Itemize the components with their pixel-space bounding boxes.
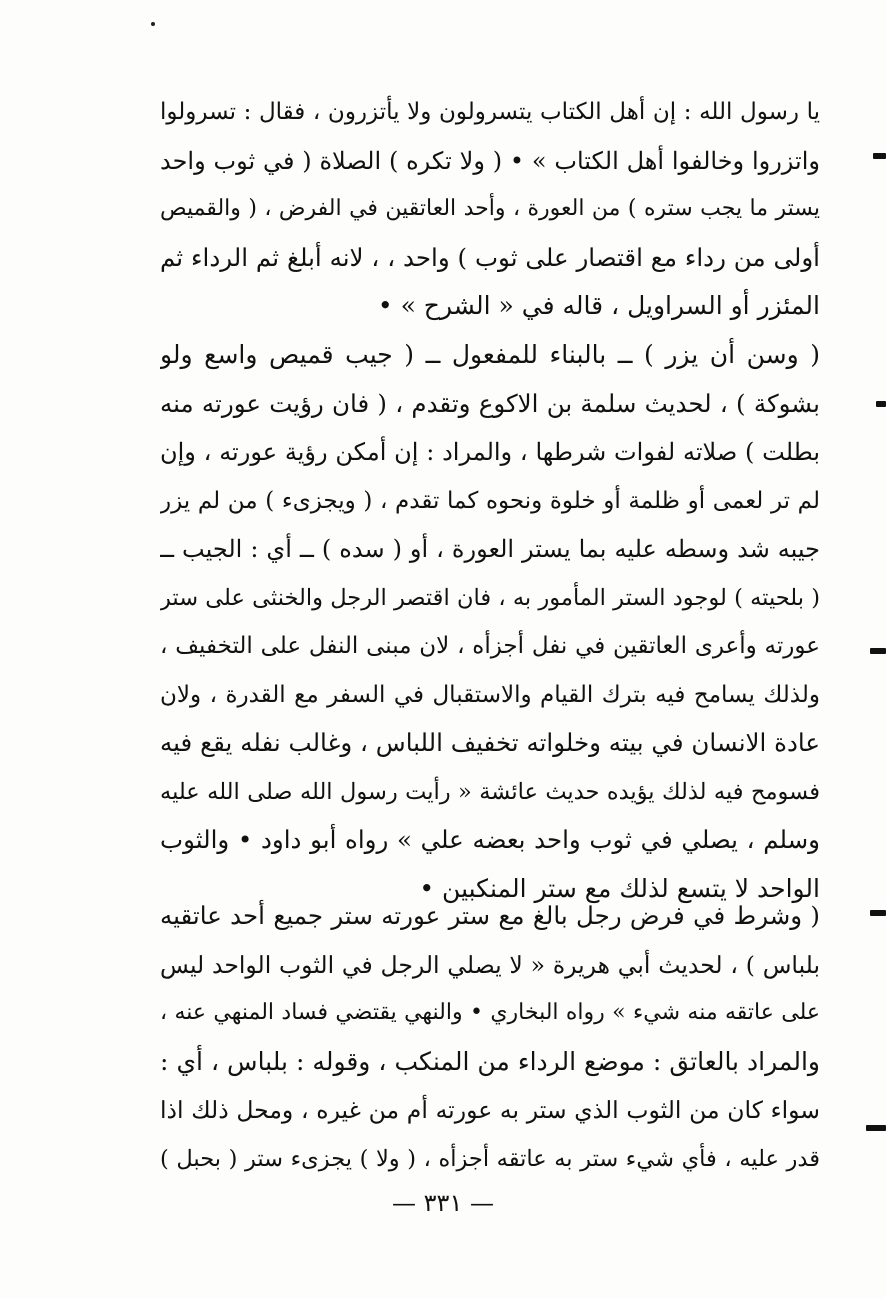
- text-line: لم تر لعمى أو ظلمة أو خلوة ونحوه كما تقدم ، ( ويجزىء ) من لم يزر: [160, 487, 820, 514]
- paragraph-3: [160, 892, 820, 1183]
- text-line: أولى من رداء مع اقتصار على ثوب ) واحد ، ، لانه أبلغ ثم الرداء ثم: [160, 242, 820, 272]
- text-line: وسلم ، يصلي في ثوب واحد بعضه علي » رواه أبو داود • والثوب: [160, 825, 820, 854]
- scan-speck: [151, 22, 155, 26]
- paragraph-2: [160, 331, 820, 913]
- text-line: الواحد لا يتسع لذلك مع ستر المنكبين •: [419, 873, 820, 903]
- text-line: والمراد بالعاتق : موضع الرداء من المنكب ، وقوله : بلباس ، أي :: [160, 1046, 820, 1076]
- binding-mark: [873, 153, 886, 159]
- text-line: بطلت ) صلاته لفوات شرطها ، والمراد : إن أمكن رؤية عورته ، وإن: [160, 438, 820, 466]
- binding-mark: [870, 648, 886, 654]
- text-line: عورته وأعرى العاتقين في نفل أجزأه ، لان مبنى النفل على التخفيف ،: [160, 633, 820, 659]
- text-line: على عاتقه منه شيء » رواه البخاري • والنهي يقتضي فساد المنهي عنه ،: [160, 1000, 820, 1025]
- text-line: ولذلك يسامح فيه بترك القيام والاستقبال في السفر مع القدرة ، ولان: [160, 681, 820, 708]
- text-line: بلباس ) ، لحديث أبي هريرة « لا يصلي الرجل في الثوب الواحد ليس: [160, 950, 820, 979]
- text-line: سواء كان من الثوب الذي ستر به عورته أم من غيره ، ومحل ذلك اذا: [160, 1096, 820, 1124]
- text-line: ( وسن أن يزر ) ــ بالبناء للمفعول ــ ( جيب قميص واسع ولو: [160, 340, 820, 369]
- text-line: قدر عليه ، فأي شيء ستر به عاتقه أجزأه ، ( ولا ) يجزىء ستر ( بحبل ): [160, 1145, 820, 1172]
- text-line: المئزر أو السراويل ، قاله في « الشرح » •: [377, 291, 820, 320]
- text-line: فسومح فيه لذلك يؤيده حديث عائشة « رأيت رسول الله صلى الله عليه: [160, 778, 820, 805]
- text-line: ( وشرط في فرض رجل بالغ مع ستر عورته ستر جميع أحد عاتقيه: [160, 901, 820, 930]
- text-line: جيبه شد وسطه عليه بما يستر العورة ، أو ( سده ) ــ أي : الجيب ــ: [160, 535, 820, 563]
- text-line: يا رسول الله : إن أهل الكتاب يتسرولون ولا يأتزرون ، فقال : تسرولوا: [160, 99, 820, 125]
- text-line: عادة الانسان في بيته وخلواته تخفيف اللباس ، وغالب نفله يقع فيه: [160, 728, 820, 757]
- binding-mark: [876, 401, 886, 407]
- binding-mark: [866, 1125, 886, 1131]
- text-line: واتزروا وخالفوا أهل الكتاب » • ( ولا تكره ) الصلاة ( في ثوب واحد: [160, 146, 820, 175]
- text-line: ( بلحيته ) لوجود الستر المأمور به ، فان اقتصر الرجل والخنثى على ستر: [160, 584, 820, 611]
- paragraph-1: [160, 88, 820, 331]
- page-number: — ٣٣١ —: [392, 1189, 494, 1217]
- text-line: بشوكة ) ، لحديث سلمة بن الاكوع وتقدم ، ( فان رؤيت عورته منه: [160, 388, 820, 418]
- text-line: يستر ما يجب ستره ) من العورة ، وأحد العاتقين في الفرض ، ( والقميص: [160, 196, 820, 221]
- binding-mark: [870, 910, 886, 916]
